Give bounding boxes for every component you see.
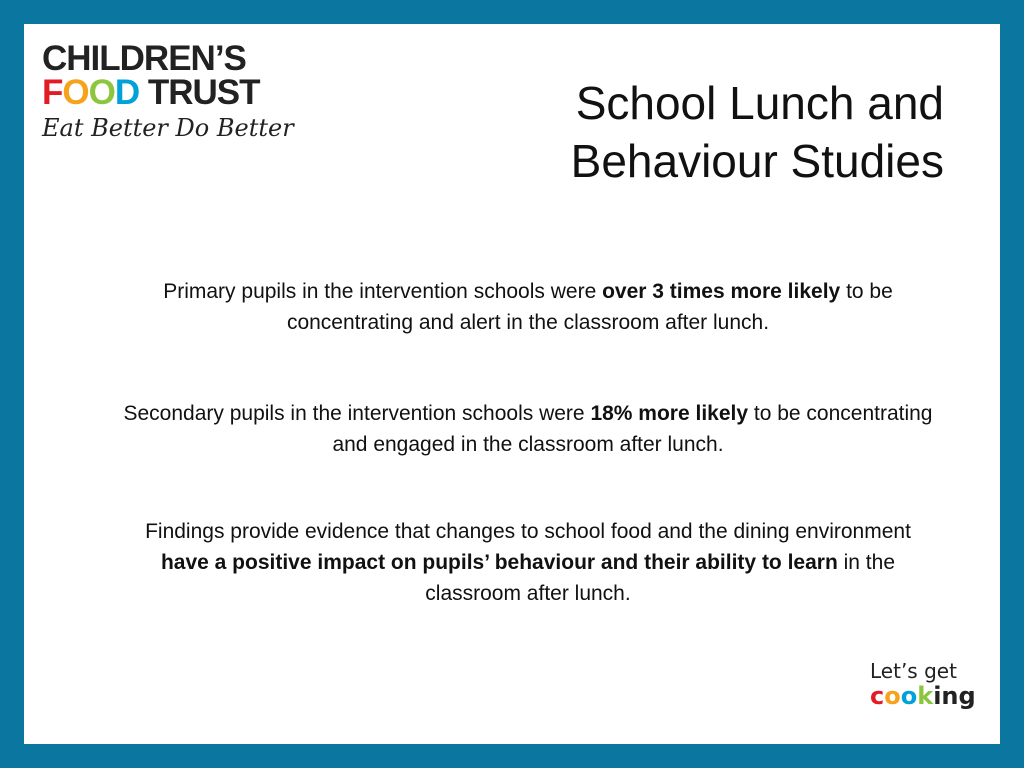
slide-title-line-1: School Lunch and	[575, 77, 944, 129]
logo-line-2	[42, 73, 312, 112]
finding-secondary-pre: Secondary pupils in the intervention schools were	[123, 402, 591, 425]
finding-summary-post: in the classroom after lunch.	[425, 551, 896, 605]
badge-letters-ing: ing	[933, 682, 976, 710]
slide-title-line-2: Behaviour Studies	[570, 135, 944, 187]
logo-letter-o2: O	[88, 73, 115, 112]
logo-letter-f: F	[42, 73, 63, 112]
finding-secondary-post: to be concentrating and engaged in the classroom after lunch.	[332, 402, 933, 456]
slide	[24, 24, 1000, 744]
slide-title	[571, 74, 944, 190]
logo-letter-o1: O	[62, 73, 89, 112]
badge-bottom-text	[870, 682, 976, 710]
logo-line-1: CHILDREN’S	[42, 39, 246, 78]
lets-get-cooking-logo	[870, 659, 976, 716]
badge-top-text: Let’s get	[870, 659, 957, 683]
finding-primary-bold: over 3 times more likely	[602, 280, 841, 303]
childrens-food-trust-logo	[42, 39, 312, 152]
badge-letter-o2: o	[900, 682, 918, 710]
badge-letter-o1: o	[884, 682, 901, 710]
finding-primary	[120, 276, 936, 338]
finding-summary-bold: have a positive impact on pupils’ behaviour and their ability to learn	[160, 551, 838, 574]
badge-letter-k: k	[917, 682, 934, 710]
logo-tagline: Eat Better Do Better	[42, 114, 294, 142]
finding-primary-post: to be concentrating and alert in the classroom after lunch.	[286, 280, 893, 334]
finding-summary-pre: Findings provide evidence that changes to school food and the dining environment	[145, 520, 911, 543]
badge-letter-c: c	[870, 682, 885, 710]
finding-secondary	[120, 398, 936, 460]
logo-letter-d: D	[114, 73, 140, 112]
logo-trust: TRUST	[147, 73, 260, 112]
finding-summary	[120, 516, 936, 609]
finding-secondary-bold: 18% more likely	[590, 402, 749, 425]
finding-primary-pre: Primary pupils in the intervention schools were	[163, 280, 603, 303]
